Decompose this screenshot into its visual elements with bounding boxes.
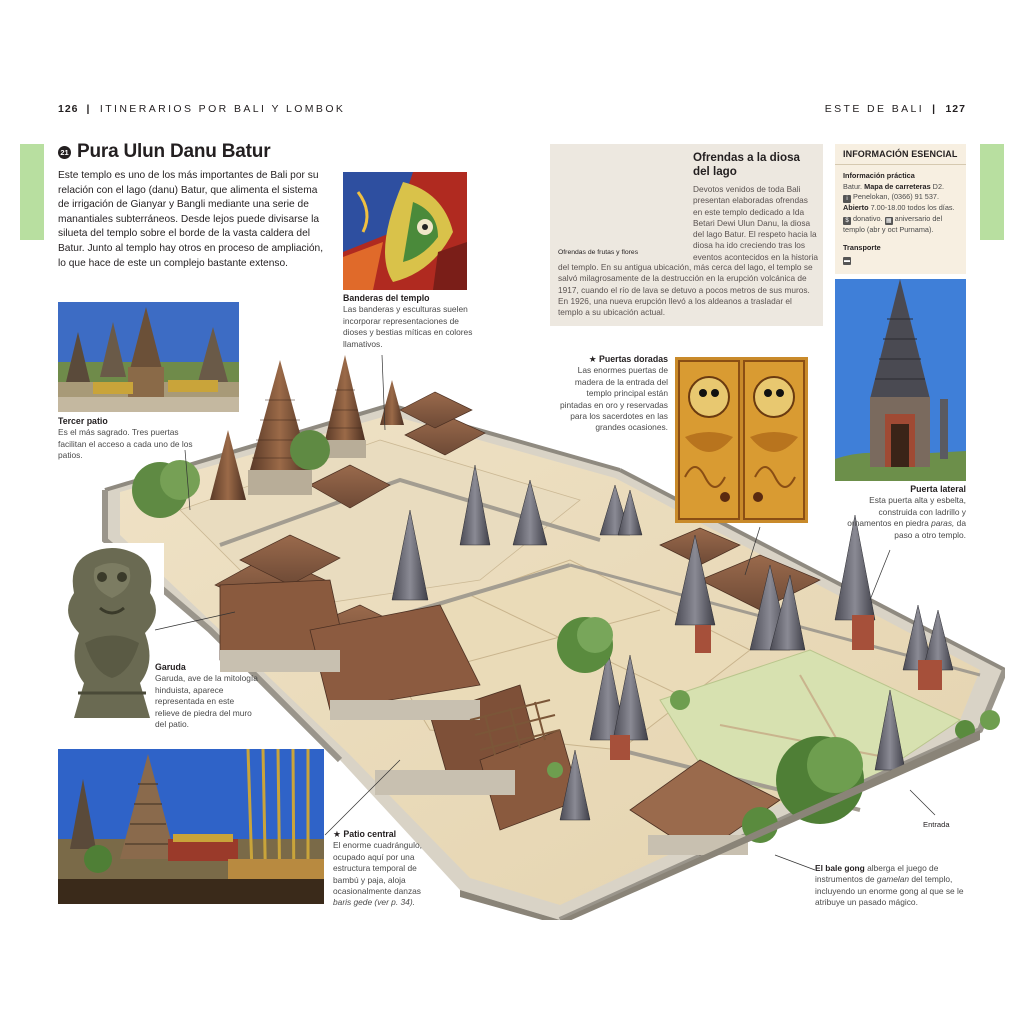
left-page-number: 126 [58, 103, 79, 115]
caption-title: Puerta lateral [910, 484, 966, 494]
right-running-header: ESTE DE BALI | 127 [824, 103, 966, 115]
caption-title: Entrada [923, 820, 950, 829]
caption-italic: gamelan [876, 874, 910, 885]
hours-text: 7.00-18.00 todos los días. [870, 203, 955, 212]
caption-italic: baris gede (ver p. 34). [333, 897, 415, 908]
caption-text: da paso a otro templo. [894, 518, 966, 540]
info-icon: i [843, 195, 851, 203]
caption-title: Banderas del templo [343, 293, 430, 303]
caption-text: alberga el juego de instrumentos de [815, 863, 939, 885]
caption-text: Las banderas y esculturas suelen incorporar representaciones de dioses y bestias míticas en colores llamativos. [343, 304, 473, 349]
offerings-photo-caption: Ofrendas de frutas y flores [558, 249, 639, 256]
ticket-icon: $ [843, 217, 851, 225]
right-section-title: ESTE DE BALI [824, 103, 925, 115]
offerings-text-a: Devotos venidos de toda Bali presentan elaboradas ofrendas en este templo dedicado a Ida Betari Dewi Ulun Danu, la diosa del lago Batur. El respeto hacia la diosa ha ido creciendo tras los eventos acontecidos en la historia [693, 184, 818, 262]
practical-info-label: Información práctica [843, 171, 915, 180]
caption-text: del templo, incluyendo un enorme gong al que se le atribuye un pasado mágico. [815, 874, 964, 908]
caption-title: El bale gong [815, 863, 865, 873]
caption-title: ★ Patio central [333, 829, 397, 839]
anniversary-text: aniversario del templo (abr y oct Purnama). [843, 213, 943, 234]
caption-text: Las enormes puertas de madera de la entrada del templo principal están pintadas en oro y reservadas para los sacerdotes en las grandes ocasiones. [559, 365, 668, 433]
bus-icon: ▬ [844, 257, 850, 264]
phone-text: Penelokan, (0366) 91 537. [853, 192, 940, 201]
caption-italic: paras, [931, 518, 955, 529]
map-ref: D2. [932, 181, 945, 191]
caption-text: Esta puerta alta y esbelta, construida con ladrillo y ornamentos en piedra [847, 495, 966, 529]
left-running-header: 126 | ITINERARIOS POR BALI Y LOMBOK [58, 103, 346, 115]
offerings-title: Ofrendas a la diosa del lago [693, 151, 800, 178]
calendar-icon: ▦ [885, 217, 892, 224]
right-page-number: 127 [945, 103, 966, 115]
caption-title: ★ Puertas doradas [588, 354, 668, 364]
caption-text: Garuda, ave de la mitología hinduista, aparece representada en este relieve de piedra del muro del patio. [155, 673, 258, 730]
caption-text: Es el más sagrado. Tres puertas facilitan el acceso a cada uno de los patios. [58, 427, 193, 461]
location-text: Batur. [843, 181, 863, 191]
donation-text: donativo. [853, 213, 883, 223]
open-label: Abierto [843, 203, 869, 212]
left-section-title: ITINERARIOS POR BALI Y LOMBOK [99, 103, 346, 115]
caption-title: Tercer patio [58, 416, 108, 426]
caption-title: Garuda [155, 662, 186, 672]
title-number-badge: 21 [58, 146, 71, 159]
transport-label: Transporte [843, 243, 881, 252]
title-text: Pura Ulun Danu Batur [77, 141, 271, 162]
essential-info-heading: INFORMACIÓN ESENCIAL [843, 149, 958, 159]
caption-text: El enorme cuadrángulo, ocupado aquí por una estructura temporal de bambú y paja, aloja ocasionalmente danzas [333, 840, 422, 897]
offerings-text-b: del templo. En su antigua ubicación, más cerca del lago, el templo se salvó milagrosamente de la destrucción en la erupción volcánica de 1917, cuando el río de lava se detuvo a pocos metros de sus muros. En 1926, una nueva erupción llevó a los aldeanos a trasladar el templo a su ubicación actual. [558, 262, 813, 318]
map-label: Mapa de carreteras [864, 181, 931, 191]
intro-paragraph: Este templo es uno de los más importantes de Bali por su relación con el lago (danu) Batur, que alimenta el sistema de irrigación de Gianyar y Bangli mediante una serie de manantiales subterráneos. Desde lejos puede divisarse la silueta del templo sobre el borde de la vasta caldera del Batur. Junto al templo hay otros en proceso de ampliación, lo que hace de este un complejo bastante extenso. [58, 170, 324, 269]
